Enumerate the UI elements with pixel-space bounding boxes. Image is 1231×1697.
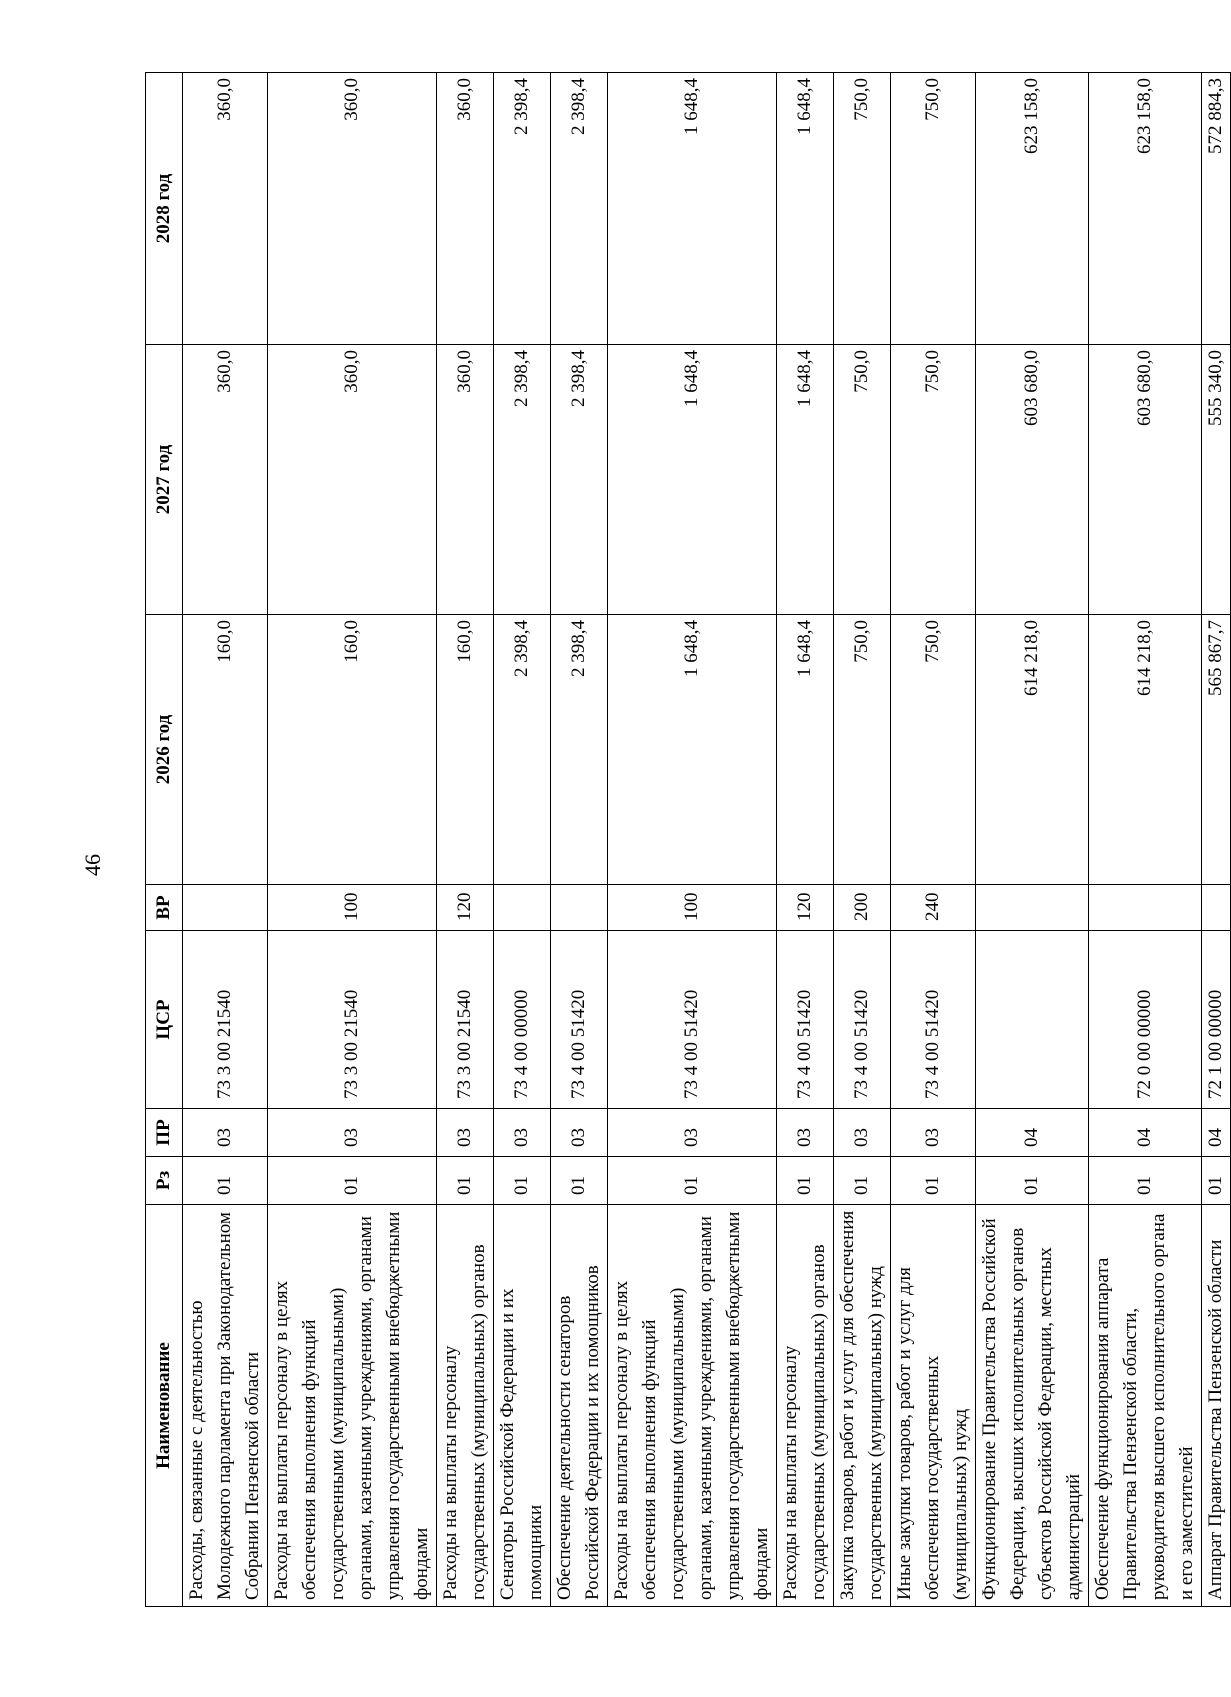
row-csr-cell: 73 3 00 21540	[268, 931, 437, 1109]
row-csr-cell: 73 3 00 21540	[183, 931, 268, 1109]
row-name-cell: Расходы на выплаты персоналу государственных (муниципальных) органов	[777, 1205, 834, 1607]
row-2026-cell: 614 218,0	[1089, 615, 1202, 885]
row-name-cell: Обеспечение деятельности сенаторов Российской Федерации и их помощников	[551, 1205, 608, 1607]
row-name-cell: Закупка товаров, работ и услуг для обеспечения государственных (муниципальных) нужд	[834, 1205, 891, 1607]
row-name-cell: Сенаторы Российской Федерации и их помощники	[494, 1205, 551, 1607]
row-vr-cell	[494, 885, 551, 931]
row-vr-cell: 100	[608, 885, 777, 931]
table-row	[891, 73, 976, 1607]
header-2026: 2026 год	[146, 615, 183, 885]
row-vr-cell	[183, 885, 268, 931]
row-rz-cell: 01	[183, 1157, 268, 1205]
row-pr-cell: 03	[268, 1109, 437, 1157]
row-2028-cell: 572 884,3	[1202, 73, 1231, 345]
table-row	[834, 73, 891, 1607]
row-csr-cell: 72 1 00 00000	[1202, 931, 1231, 1109]
row-rz-cell: 01	[1202, 1157, 1231, 1205]
row-2028-cell: 623 158,0	[1089, 73, 1202, 345]
row-csr-cell: 72 0 00 00000	[1089, 931, 1202, 1109]
row-2027-cell: 1 648,4	[608, 345, 777, 615]
row-name-cell: Иные закупки товаров, работ и услуг для обеспечения государственных (муниципальных) нужд	[891, 1205, 976, 1607]
row-vr-cell: 120	[777, 885, 834, 931]
row-2027-cell: 360,0	[437, 345, 494, 615]
row-2027-cell: 750,0	[834, 345, 891, 615]
header-vr: ВР	[146, 885, 183, 931]
row-rz-cell: 01	[437, 1157, 494, 1205]
budget-table	[145, 72, 1231, 1607]
row-pr-cell: 03	[891, 1109, 976, 1157]
table-row	[608, 73, 777, 1607]
row-name-cell: Расходы на выплаты персоналу государственных (муниципальных) органов	[437, 1205, 494, 1607]
row-2026-cell: 160,0	[268, 615, 437, 885]
row-csr-cell: 73 4 00 51420	[777, 931, 834, 1109]
row-2027-cell: 750,0	[891, 345, 976, 615]
row-2026-cell: 160,0	[437, 615, 494, 885]
budget-table-container	[145, 73, 1226, 1607]
row-vr-cell	[551, 885, 608, 931]
table-row	[976, 73, 1089, 1607]
row-name-cell: Расходы на выплаты персоналу в целях обеспечения выполнения функций государственными (муниципальными) органами, казенными учреждениями, органами управления государственными внебюджетными фондами	[608, 1205, 777, 1607]
row-2027-cell: 603 680,0	[976, 345, 1089, 615]
row-2026-cell: 160,0	[183, 615, 268, 885]
row-2028-cell: 623 158,0	[976, 73, 1089, 345]
row-rz-cell: 01	[777, 1157, 834, 1205]
row-2026-cell: 565 867,7	[1202, 615, 1231, 885]
page-number: 46	[80, 854, 105, 876]
row-name-cell: Расходы, связанные с деятельностью Молодежного парламента при Законодательном Собрании Пензенской области	[183, 1205, 268, 1607]
row-vr-cell	[1089, 885, 1202, 931]
header-name: Наименование	[146, 1205, 183, 1607]
row-vr-cell: 240	[891, 885, 976, 931]
row-rz-cell: 01	[891, 1157, 976, 1205]
row-pr-cell: 03	[777, 1109, 834, 1157]
row-rz-cell: 01	[494, 1157, 551, 1205]
row-2028-cell: 2 398,4	[494, 73, 551, 345]
header-csr: ЦСР	[146, 931, 183, 1109]
row-rz-cell: 01	[834, 1157, 891, 1205]
row-csr-cell: 73 4 00 51420	[891, 931, 976, 1109]
row-csr-cell: 73 4 00 00000	[494, 931, 551, 1109]
row-2026-cell: 1 648,4	[777, 615, 834, 885]
row-pr-cell: 03	[437, 1109, 494, 1157]
table-row	[494, 73, 551, 1607]
row-csr-cell: 73 4 00 51420	[834, 931, 891, 1109]
row-pr-cell: 03	[494, 1109, 551, 1157]
row-vr-cell: 120	[437, 885, 494, 931]
table-row	[268, 73, 437, 1607]
header-2028: 2028 год	[146, 73, 183, 345]
row-2028-cell: 1 648,4	[608, 73, 777, 345]
header-rz: Рз	[146, 1157, 183, 1205]
row-2028-cell: 750,0	[891, 73, 976, 345]
row-2027-cell: 603 680,0	[1089, 345, 1202, 615]
row-pr-cell: 04	[976, 1109, 1089, 1157]
row-2027-cell: 1 648,4	[777, 345, 834, 615]
row-pr-cell: 03	[834, 1109, 891, 1157]
row-rz-cell: 01	[1089, 1157, 1202, 1205]
row-pr-cell: 03	[608, 1109, 777, 1157]
row-pr-cell: 03	[183, 1109, 268, 1157]
row-vr-cell	[1202, 885, 1231, 931]
row-2027-cell: 360,0	[268, 345, 437, 615]
table-row	[777, 73, 834, 1607]
row-2026-cell: 1 648,4	[608, 615, 777, 885]
row-2028-cell: 360,0	[268, 73, 437, 345]
row-2026-cell: 750,0	[891, 615, 976, 885]
row-2028-cell: 750,0	[834, 73, 891, 345]
row-2026-cell: 2 398,4	[551, 615, 608, 885]
row-name-cell: Аппарат Правительства Пензенской области	[1202, 1205, 1231, 1607]
row-2028-cell: 2 398,4	[551, 73, 608, 345]
table-header-row	[146, 73, 183, 1607]
row-2026-cell: 750,0	[834, 615, 891, 885]
row-2028-cell: 360,0	[183, 73, 268, 345]
row-vr-cell: 200	[834, 885, 891, 931]
row-rz-cell: 01	[551, 1157, 608, 1205]
row-pr-cell: 04	[1202, 1109, 1231, 1157]
row-csr-cell: 73 4 00 51420	[551, 931, 608, 1109]
row-2027-cell: 2 398,4	[551, 345, 608, 615]
row-rz-cell: 01	[976, 1157, 1089, 1205]
row-2027-cell: 555 340,0	[1202, 345, 1231, 615]
row-2028-cell: 1 648,4	[777, 73, 834, 345]
table-row	[551, 73, 608, 1607]
row-2028-cell: 360,0	[437, 73, 494, 345]
row-csr-cell	[976, 931, 1089, 1109]
row-2026-cell: 2 398,4	[494, 615, 551, 885]
table-row	[1089, 73, 1202, 1607]
row-name-cell: Расходы на выплаты персоналу в целях обеспечения выполнения функций государственными (муниципальными) органами, казенными учреждениями, органами управления государственными внебюджетными фондами	[268, 1205, 437, 1607]
table-row	[183, 73, 268, 1607]
row-2027-cell: 360,0	[183, 345, 268, 615]
row-name-cell: Обеспечение функционирования аппарата Правительства Пензенской области, руководителя высшего исполнительного органа и его заместителей	[1089, 1205, 1202, 1607]
table-row	[437, 73, 494, 1607]
row-pr-cell: 04	[1089, 1109, 1202, 1157]
row-rz-cell: 01	[608, 1157, 777, 1205]
row-rz-cell: 01	[268, 1157, 437, 1205]
row-vr-cell	[976, 885, 1089, 931]
row-pr-cell: 03	[551, 1109, 608, 1157]
row-name-cell: Функционирование Правительства Российской Федерации, высших исполнительных органов субъектов Российской Федерации, местных администраций	[976, 1205, 1089, 1607]
header-2027: 2027 год	[146, 345, 183, 615]
row-2027-cell: 2 398,4	[494, 345, 551, 615]
header-pr: ПР	[146, 1109, 183, 1157]
row-csr-cell: 73 4 00 51420	[608, 931, 777, 1109]
row-vr-cell: 100	[268, 885, 437, 931]
table-row	[1202, 73, 1231, 1607]
row-2026-cell: 614 218,0	[976, 615, 1089, 885]
row-csr-cell: 73 3 00 21540	[437, 931, 494, 1109]
